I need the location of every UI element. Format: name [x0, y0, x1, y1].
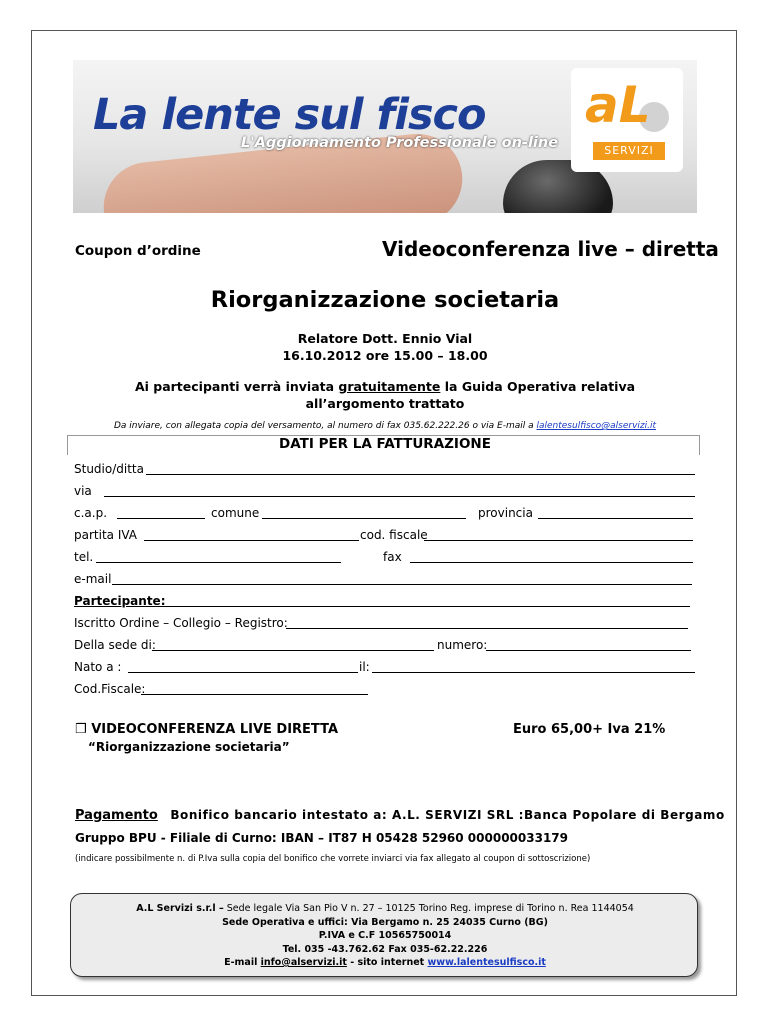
cod-fiscale-label: cod. fiscale — [360, 528, 428, 542]
footer-legal: A.L Servizi s.r.l – Sede legale Via San Pio V n. 27 – 10125 Torino Reg. imprese di Torino n. Rea 1144054 — [136, 903, 634, 914]
fax-label: fax — [383, 550, 402, 564]
banner-subtitle: L'Aggiornamento Professionale on-line — [241, 135, 559, 151]
partita-iva-field[interactable] — [144, 540, 359, 541]
codfiscale-label: Cod.Fiscale: — [74, 682, 146, 696]
nato-label: Nato a : — [74, 660, 122, 674]
footer-contacts: E-mail info@alservizi.it - sito internet www.lalentesulfisco.it — [224, 957, 546, 968]
numero-label: numero: — [437, 638, 488, 652]
footer-email-link[interactable]: info@alservizi.it — [260, 957, 347, 968]
order-subtitle: “Riorganizzazione societaria” — [88, 740, 290, 754]
al-servizi-logo — [571, 68, 683, 172]
payment-note: (indicare possibilmente n. di P.Iva sulla copia del bonifico che vorrete inviarci via fax allegato al coupon di sottoscrizione) — [75, 854, 591, 864]
footer-site-link[interactable]: www.lalentesulfisco.it — [427, 957, 546, 968]
footer-piva: P.IVA e C.F 10565750014 — [318, 930, 452, 941]
email-field[interactable] — [112, 584, 692, 585]
section-title: DATI PER LA FATTURAZIONE — [279, 436, 491, 452]
footer-tel: Tel. 035 -43.762.62 Fax 035-62.22.226 — [282, 944, 488, 955]
logo-letters: aL — [585, 76, 651, 134]
tel-field[interactable] — [96, 562, 341, 563]
page-title: Riorganizzazione societaria — [210, 287, 560, 313]
provincia-field[interactable] — [538, 518, 693, 519]
speaker: Relatore Dott. Ennio Vial — [297, 331, 473, 346]
sede-field[interactable] — [152, 650, 434, 651]
order-item[interactable]: ❒ VIDEOCONFERENZA LIVE DIRETTA — [75, 722, 339, 737]
coupon-label: Coupon d’ordine — [75, 243, 201, 259]
logo-label: SERVIZI — [593, 142, 665, 160]
numero-field[interactable] — [486, 650, 691, 651]
notice-line-1: Ai partecipanti verrà inviata gratuitamente la Guida Operativa relativa — [134, 379, 636, 394]
footer-box — [70, 893, 698, 977]
via-label: via — [74, 484, 92, 498]
partecipante-field[interactable] — [160, 606, 690, 607]
event-datetime: 16.10.2012 ore 15.00 – 18.00 — [282, 348, 488, 363]
via-field[interactable] — [104, 496, 695, 497]
partecipante-label: Partecipante: — [74, 594, 166, 608]
send-note: Da inviare, con allegata copia del versamento, al numero di fax 035.62.222.26 o via E-mail a lalentesulfisco@alservizi.it — [113, 421, 657, 431]
nato-field[interactable] — [128, 672, 358, 673]
iscritto-field[interactable] — [286, 628, 688, 629]
notice-line-2: all’argomento trattato — [305, 396, 465, 411]
send-email-link[interactable]: lalentesulfisco@alservizi.it — [536, 421, 657, 431]
comune-field[interactable] — [262, 518, 466, 519]
fax-field[interactable] — [410, 562, 693, 563]
comune-label: comune — [211, 506, 260, 520]
email-label: e-mail — [74, 572, 112, 586]
codfiscale-field[interactable] — [141, 694, 368, 695]
checkbox-icon[interactable]: ❒ — [75, 722, 87, 737]
cap-label: c.a.p. — [74, 506, 108, 520]
banner-title: La lente sul fisco — [93, 90, 486, 140]
header-banner — [73, 60, 697, 213]
tel-label: tel. — [74, 550, 94, 564]
order-price: Euro 65,00+ Iva 21% — [513, 722, 666, 737]
sede-label: Della sede di: — [74, 638, 156, 652]
cod-fiscale-field[interactable] — [424, 540, 693, 541]
event-type: Videoconferenza live – diretta — [382, 237, 719, 261]
studio-field[interactable] — [146, 474, 695, 475]
il-field[interactable] — [372, 672, 695, 673]
provincia-label: provincia — [478, 506, 533, 520]
il-label: il: — [359, 660, 370, 674]
cap-field[interactable] — [117, 518, 205, 519]
partita-iva-label: partita IVA — [74, 528, 138, 542]
footer-operative: Sede Operativa e uffici: Via Bergamo n. 25 24035 Curno (BG) — [222, 917, 548, 928]
iscritto-label: Iscritto Ordine – Collegio – Registro: — [74, 616, 288, 630]
payment-iban: Gruppo BPU - Filiale di Curno: IBAN – IT87 H 05428 52960 000000033179 — [75, 831, 569, 845]
studio-label: Studio/ditta — [74, 462, 144, 476]
payment-line: Pagamento Bonifico bancario intestato a: A.L. SERVIZI SRL :Banca Popolare di Bergamo — [75, 808, 725, 823]
